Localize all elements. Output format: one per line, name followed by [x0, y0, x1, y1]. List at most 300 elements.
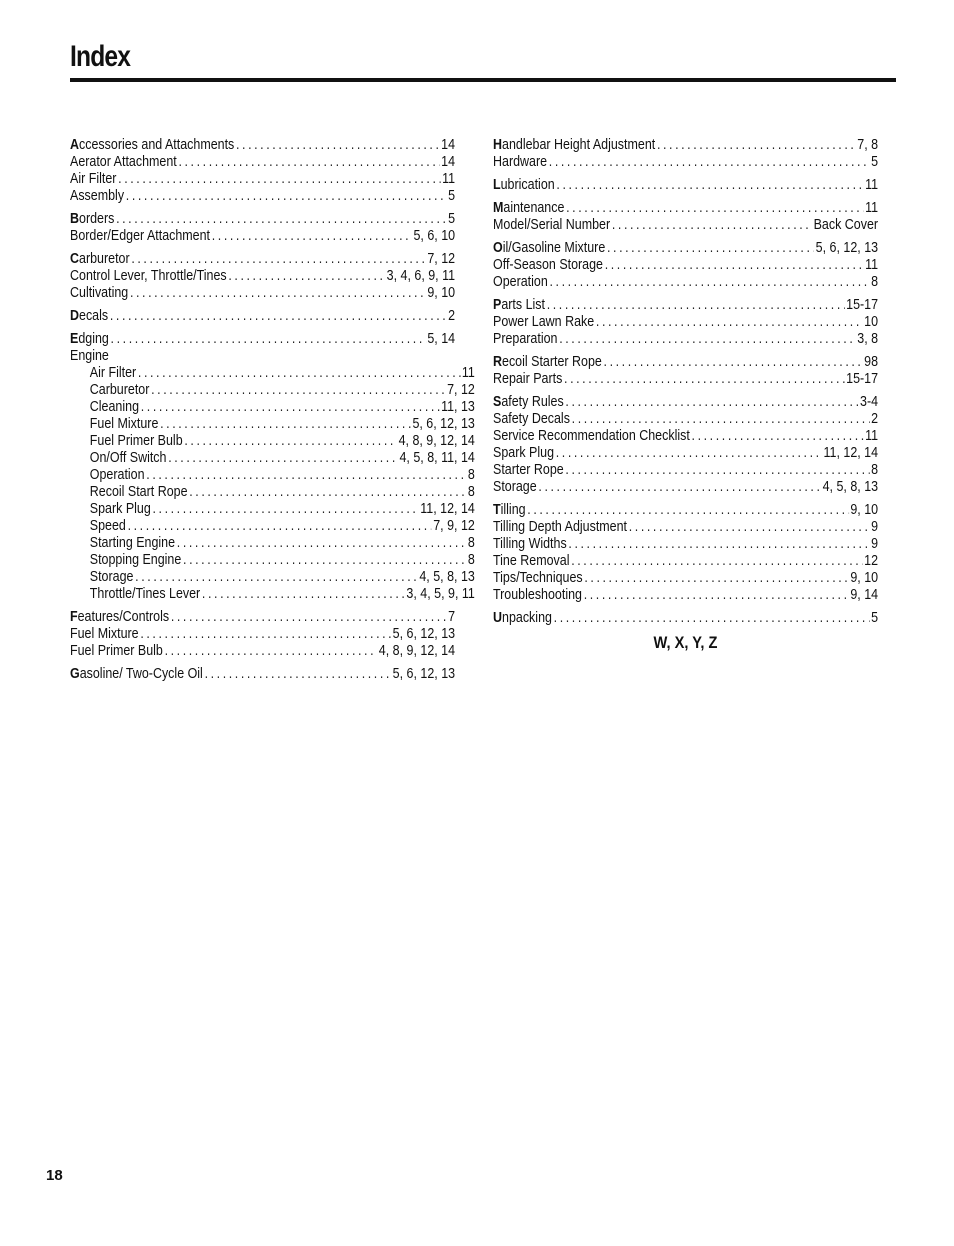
index-entry — [70, 666, 455, 683]
index-entry-text: Troubleshooting — [493, 587, 582, 603]
index-entry-text: Preparation — [493, 331, 558, 347]
dot-leader — [584, 570, 848, 587]
index-entry — [70, 569, 475, 586]
index-entry-text: Storage — [493, 479, 537, 495]
index-entry-label — [493, 479, 537, 496]
dot-leader — [146, 467, 466, 484]
index-entry — [70, 268, 455, 285]
dot-leader — [141, 399, 440, 416]
index-entry-text: Cleaning — [89, 399, 140, 415]
index-entry-label — [70, 268, 227, 285]
index-entry-text: ecals — [79, 308, 109, 324]
index-entry-text: Off-Season Storage — [493, 257, 603, 273]
index-entry-text: Fuel Mixture — [89, 416, 159, 432]
index-entry-label — [493, 553, 569, 570]
index-initial-letter: U — [493, 610, 503, 626]
index-entry-text: Fuel Mixture — [70, 626, 139, 642]
index-entry-pages: 9, 14 — [850, 587, 879, 603]
index-entry-text: ubrication — [500, 177, 555, 193]
index-entry — [70, 467, 475, 484]
dot-leader — [607, 240, 814, 257]
index-entry-text: Tilling Widths — [493, 536, 567, 552]
index-entry — [70, 348, 455, 365]
index-entry-pages: 4, 5, 8, 13 — [419, 569, 475, 585]
index-entry-text: illing — [500, 502, 526, 518]
index-entry-label — [70, 285, 128, 302]
index-entry-text: Spark Plug — [89, 501, 151, 517]
dot-leader — [568, 536, 869, 553]
index-entry — [70, 308, 455, 325]
index-entry — [493, 371, 878, 388]
dot-leader — [612, 217, 812, 234]
index-entry-text: orders — [79, 211, 115, 227]
index-entry-pages: 11, 12, 14 — [823, 445, 879, 461]
index-entry-text: asoline/ Two-Cycle Oil — [79, 666, 203, 682]
index-entry-pages: 11, 12, 14 — [420, 501, 475, 517]
index-entry-text: Fuel Primer Bulb — [70, 643, 163, 659]
index-entry — [493, 240, 878, 257]
index-entry — [493, 587, 878, 604]
index-entry-label — [70, 188, 124, 205]
dot-leader — [189, 484, 466, 501]
index-entry-pages: 7, 12 — [447, 382, 475, 398]
index-entry-pages: 8 — [467, 535, 475, 551]
index-entry-pages: 8 — [467, 467, 475, 483]
dot-leader — [135, 569, 417, 586]
index-entry — [493, 519, 878, 536]
index-entry-label — [493, 502, 526, 519]
index-entry-pages: 8 — [467, 552, 475, 568]
dot-leader — [604, 354, 863, 371]
index-initial-letter: P — [493, 297, 502, 313]
index-entry-label — [90, 552, 182, 569]
index-entry-text: On/Off Switch — [89, 450, 167, 466]
index-entry — [70, 365, 475, 382]
index-entry-text: Recoil Start Rope — [89, 484, 188, 500]
dot-leader — [556, 177, 863, 194]
dot-leader — [554, 610, 870, 627]
dot-leader — [110, 308, 447, 325]
page-number: 18 — [46, 1167, 63, 1184]
dot-leader — [692, 428, 864, 445]
index-entry — [70, 251, 455, 268]
index-entry-pages: 5 — [871, 610, 879, 626]
dot-leader — [547, 297, 845, 314]
index-entry — [493, 297, 878, 314]
index-entry-pages: 11 — [865, 257, 879, 273]
index-entry-pages: 11 — [461, 365, 475, 381]
index-entry — [493, 553, 878, 570]
index-entry-label — [70, 137, 234, 154]
index-entry — [70, 137, 455, 154]
index-entry-pages: 8 — [871, 462, 879, 478]
index-entry-pages: Back Cover — [813, 217, 879, 233]
index-entry-pages: 4, 5, 8, 11, 14 — [399, 450, 475, 466]
index-entry-pages: 9, 10 — [850, 502, 879, 518]
index-entry — [493, 411, 878, 428]
index-column-left — [70, 137, 475, 683]
page-title: Index — [70, 40, 131, 73]
index-entry-text: eatures/Controls — [77, 609, 170, 625]
index-entry-pages: 11, 13 — [441, 399, 475, 415]
index-entry — [493, 394, 878, 411]
index-entry-pages: 7, 9, 12 — [433, 518, 475, 534]
dot-leader — [128, 518, 432, 535]
dot-leader — [572, 411, 870, 428]
dot-leader — [584, 587, 849, 604]
index-entry-pages: 9, 10 — [850, 570, 879, 586]
index-initial-letter: T — [493, 502, 501, 518]
dot-leader — [171, 609, 447, 626]
index-entry-label — [90, 365, 136, 382]
index-entry-pages: 11 — [442, 171, 456, 187]
index-entry-pages: 7, 8 — [857, 137, 879, 153]
dot-leader — [111, 331, 426, 348]
index-entry-pages: 14 — [441, 154, 456, 170]
index-entry-label — [70, 154, 177, 171]
index-entry-pages: 5 — [448, 188, 456, 204]
index-entry-text: Starter Rope — [493, 462, 564, 478]
index-entry-pages: 5, 6, 12, 13 — [412, 416, 475, 432]
index-entry — [493, 428, 878, 445]
index-initial-letter: H — [493, 137, 503, 153]
index-entry-pages: 12 — [864, 553, 879, 569]
dot-leader — [657, 137, 856, 154]
index-entry-label — [493, 428, 690, 445]
index-entry — [70, 518, 475, 535]
index-entry-pages: 5 — [448, 211, 456, 227]
dot-leader — [549, 274, 869, 291]
index-entry-pages: 4, 8, 9, 12, 14 — [398, 433, 475, 449]
index-entry-label — [70, 171, 116, 188]
dot-leader — [130, 285, 426, 302]
index-entry-text: Air Filter — [70, 171, 117, 187]
index-entry-text: npacking — [502, 610, 552, 626]
index-entry-text: Power Lawn Rake — [493, 314, 595, 330]
index-entry-text: arts List — [501, 297, 545, 313]
dot-leader — [160, 416, 411, 433]
dot-leader — [564, 371, 844, 388]
index-entry-text: Hardware — [493, 154, 548, 170]
index-entry-pages: 5, 6, 12, 13 — [392, 626, 456, 642]
index-entry-label — [90, 484, 188, 501]
index-entry-label — [493, 217, 610, 234]
index-column-right — [493, 137, 878, 653]
index-entry-label — [493, 587, 582, 604]
index-entry-pages: 5 — [871, 154, 879, 170]
index-entry-text: Fuel Primer Bulb — [89, 433, 183, 449]
dot-leader — [566, 200, 863, 217]
dot-leader — [228, 268, 385, 285]
index-entry-label — [70, 348, 109, 365]
index-entry — [70, 501, 475, 518]
index-entry-label — [493, 200, 564, 217]
index-entry-pages: 3, 4, 6, 9, 11 — [386, 268, 456, 284]
index-entry-label — [90, 501, 151, 518]
index-initial-letter: S — [493, 394, 502, 410]
index-entry-text: Tips/Techniques — [493, 570, 583, 586]
index-entry-pages: 9 — [871, 536, 879, 552]
index-initial-letter: O — [493, 240, 503, 256]
index-entry-text: Stopping Engine — [89, 552, 182, 568]
index-entry — [493, 479, 878, 496]
index-entry-text: arburetor — [79, 251, 130, 267]
index-entry-label — [70, 643, 163, 660]
letter-group-heading: W, X, Y, Z — [653, 633, 718, 652]
index-initial-letter: A — [70, 137, 80, 153]
index-entry — [493, 536, 878, 553]
index-entry — [493, 177, 878, 194]
index-entry-label — [493, 137, 655, 154]
index-entry-label — [493, 297, 545, 314]
index-entry-pages: 98 — [864, 354, 879, 370]
index-entry-pages: 5, 6, 12, 13 — [392, 666, 456, 682]
index-entry — [493, 462, 878, 479]
dot-leader — [138, 365, 460, 382]
index-entry-text: Carburetor — [89, 382, 150, 398]
dot-leader — [212, 228, 412, 245]
index-entry-pages: 3, 8 — [857, 331, 879, 347]
index-entry-text: Throttle/Tines Lever — [89, 586, 201, 602]
dot-leader — [177, 535, 466, 552]
index-entry-pages: 14 — [441, 137, 456, 153]
dot-leader — [559, 331, 855, 348]
index-entry-label — [493, 462, 564, 479]
index-entry-label — [493, 177, 555, 194]
index-entry-label — [493, 314, 594, 331]
index-entry-text: Aerator Attachment — [70, 154, 177, 170]
index-entry-pages: 7 — [448, 609, 456, 625]
dot-leader — [565, 462, 869, 479]
index-entry-text: Engine — [70, 348, 109, 364]
index-initial-letter: R — [493, 354, 503, 370]
index-entry-pages: 11 — [865, 200, 879, 216]
index-initial-letter: E — [70, 331, 79, 347]
dot-leader — [140, 626, 391, 643]
index-entry-text: Control Lever, Throttle/Tines — [70, 268, 227, 284]
index-entry-label — [90, 399, 139, 416]
index-entry-label — [70, 626, 139, 643]
index-entry-pages: 4, 8, 9, 12, 14 — [378, 643, 456, 659]
index-entry-pages: 5, 6, 12, 13 — [815, 240, 879, 256]
index-entry-label — [493, 274, 548, 291]
index-entry-label — [90, 467, 145, 484]
index-entry-text: ccessories and Attachments — [79, 137, 235, 153]
index-entry-label — [493, 154, 547, 171]
index-entry — [493, 200, 878, 217]
index-entry — [493, 502, 878, 519]
index-entry-pages: 3, 4, 5, 9, 11 — [406, 586, 475, 602]
index-entry-pages: 4, 5, 8, 13 — [822, 479, 879, 495]
index-entry — [70, 211, 455, 228]
index-entry-label — [90, 450, 167, 467]
index-entry — [70, 188, 455, 205]
dot-leader — [605, 257, 864, 274]
index-entry — [70, 228, 455, 245]
dot-leader — [565, 394, 858, 411]
index-entry — [493, 217, 878, 234]
index-entry-label — [90, 518, 126, 535]
index-entry-pages: 8 — [467, 484, 475, 500]
index-entry-label — [493, 354, 602, 371]
index-entry-label — [90, 433, 183, 450]
index-entry-label — [70, 666, 203, 683]
index-entry-pages: 3-4 — [860, 394, 879, 410]
index-entry — [70, 586, 475, 603]
index-entry-text: Assembly — [70, 188, 125, 204]
dot-leader — [131, 251, 425, 268]
index-entry-label — [493, 445, 554, 462]
index-entry-text: Starting Engine — [89, 535, 176, 551]
dot-leader — [184, 433, 396, 450]
dot-leader — [236, 137, 439, 154]
index-entry-label — [90, 586, 200, 603]
index-entry — [493, 274, 878, 291]
dot-leader — [205, 666, 391, 683]
index-entry — [70, 399, 475, 416]
dot-leader — [126, 188, 447, 205]
index-entry-label — [493, 371, 562, 388]
dot-leader — [118, 171, 440, 188]
index-entry-text: Operation — [493, 274, 548, 290]
index-entry-pages: 11 — [865, 177, 879, 193]
index-entry — [493, 570, 878, 587]
index-entry-text: Speed — [89, 518, 126, 534]
dot-leader — [183, 552, 466, 569]
index-entry — [493, 331, 878, 348]
dot-leader — [571, 553, 862, 570]
dot-leader — [538, 479, 820, 496]
index-entry-text: Cultivating — [70, 285, 129, 301]
index-entry — [70, 484, 475, 501]
index-entry-pages: 15-17 — [846, 371, 879, 387]
dot-leader — [116, 211, 446, 228]
index-entry-pages: 2 — [871, 411, 879, 427]
index-initial-letter: D — [70, 308, 80, 324]
index-entry — [493, 314, 878, 331]
index-entry-text: ecoil Starter Rope — [502, 354, 602, 370]
dot-leader — [556, 445, 822, 462]
index-entry-pages: 5, 14 — [427, 331, 456, 347]
index-entry-label — [493, 610, 552, 627]
index-entry-text: Model/Serial Number — [493, 217, 611, 233]
index-initial-letter: F — [70, 609, 78, 625]
index-entry — [70, 643, 455, 660]
index-initial-letter: C — [70, 251, 80, 267]
index-entry-pages: 9 — [871, 519, 879, 535]
dot-leader — [629, 519, 870, 536]
index-entry-pages: 11 — [865, 428, 879, 444]
dot-leader — [153, 501, 419, 518]
index-entry — [70, 331, 455, 348]
index-entry — [70, 450, 475, 467]
index-entry-label — [90, 535, 175, 552]
index-entry — [70, 171, 455, 188]
index-entry-text: afety Rules — [501, 394, 564, 410]
dot-leader — [178, 154, 439, 171]
index-entry-label — [70, 331, 109, 348]
index-entry-text: Air Filter — [89, 365, 137, 381]
index-entry-label — [493, 411, 570, 428]
index-initial-letter: L — [493, 177, 501, 193]
index-entry-label — [70, 251, 130, 268]
dot-leader — [549, 154, 870, 171]
index-entry-label — [90, 382, 150, 399]
index-entry — [493, 445, 878, 462]
index-entry-text: Safety Decals — [493, 411, 570, 427]
index-entry-text: dging — [78, 331, 109, 347]
index-entry-text: Spark Plug — [493, 445, 555, 461]
index-entry — [70, 535, 475, 552]
index-entry-pages: 15-17 — [846, 297, 879, 313]
index-entry — [493, 137, 878, 154]
index-entry — [70, 626, 455, 643]
index-entry — [493, 354, 878, 371]
dot-leader — [165, 643, 377, 660]
index-entry-text: Operation — [89, 467, 145, 483]
index-entry-label — [493, 519, 627, 536]
index-entry-text: Service Recommendation Checklist — [493, 428, 690, 444]
index-entry — [493, 610, 878, 627]
index-entry-pages: 9, 10 — [427, 285, 456, 301]
index-entry-pages: 7, 12 — [427, 251, 456, 267]
index-entry-pages: 5, 6, 10 — [413, 228, 456, 244]
index-entry-text: Border/Edger Attachment — [70, 228, 211, 244]
index-entry-label — [493, 257, 603, 274]
index-entry-label — [493, 394, 564, 411]
index-initial-letter: G — [70, 666, 80, 682]
index-entry — [70, 416, 475, 433]
title-rule — [70, 78, 896, 82]
index-entry — [70, 552, 475, 569]
dot-leader — [202, 586, 405, 603]
index-entry-pages: 2 — [448, 308, 456, 324]
index-entry-label — [90, 416, 159, 433]
index-entry — [70, 154, 455, 171]
dot-leader — [596, 314, 863, 331]
dot-leader — [168, 450, 398, 467]
index-entry-text: Tine Removal — [493, 553, 570, 569]
index-entry-pages: 10 — [864, 314, 879, 330]
index-entry — [493, 257, 878, 274]
index-entry — [70, 609, 455, 626]
index-entry-label — [493, 331, 557, 348]
index-entry — [70, 382, 475, 399]
index-entry-pages: 8 — [871, 274, 879, 290]
index-entry — [70, 285, 455, 302]
index-entry-text: Repair Parts — [493, 371, 563, 387]
index-entry-label — [70, 228, 210, 245]
index-entry — [493, 154, 878, 171]
index-entry-text: aintenance — [503, 200, 565, 216]
index-entry-label — [493, 570, 583, 587]
index-entry-text: andlebar Height Adjustment — [502, 137, 656, 153]
index-initial-letter: M — [493, 200, 504, 216]
index-entry-text: Storage — [89, 569, 134, 585]
index-entry-text: Tilling Depth Adjustment — [493, 519, 628, 535]
dot-leader — [527, 502, 848, 519]
dot-leader — [151, 382, 445, 399]
index-entry-label — [70, 308, 108, 325]
index-entry-label — [70, 609, 169, 626]
index-entry-label — [90, 569, 134, 586]
index-entry-label — [70, 211, 114, 228]
index-entry — [70, 433, 475, 450]
index-entry-label — [493, 240, 605, 257]
index-initial-letter: B — [70, 211, 80, 227]
index-entry-label — [493, 536, 567, 553]
index-entry-text: il/Gasoline Mixture — [502, 240, 606, 256]
